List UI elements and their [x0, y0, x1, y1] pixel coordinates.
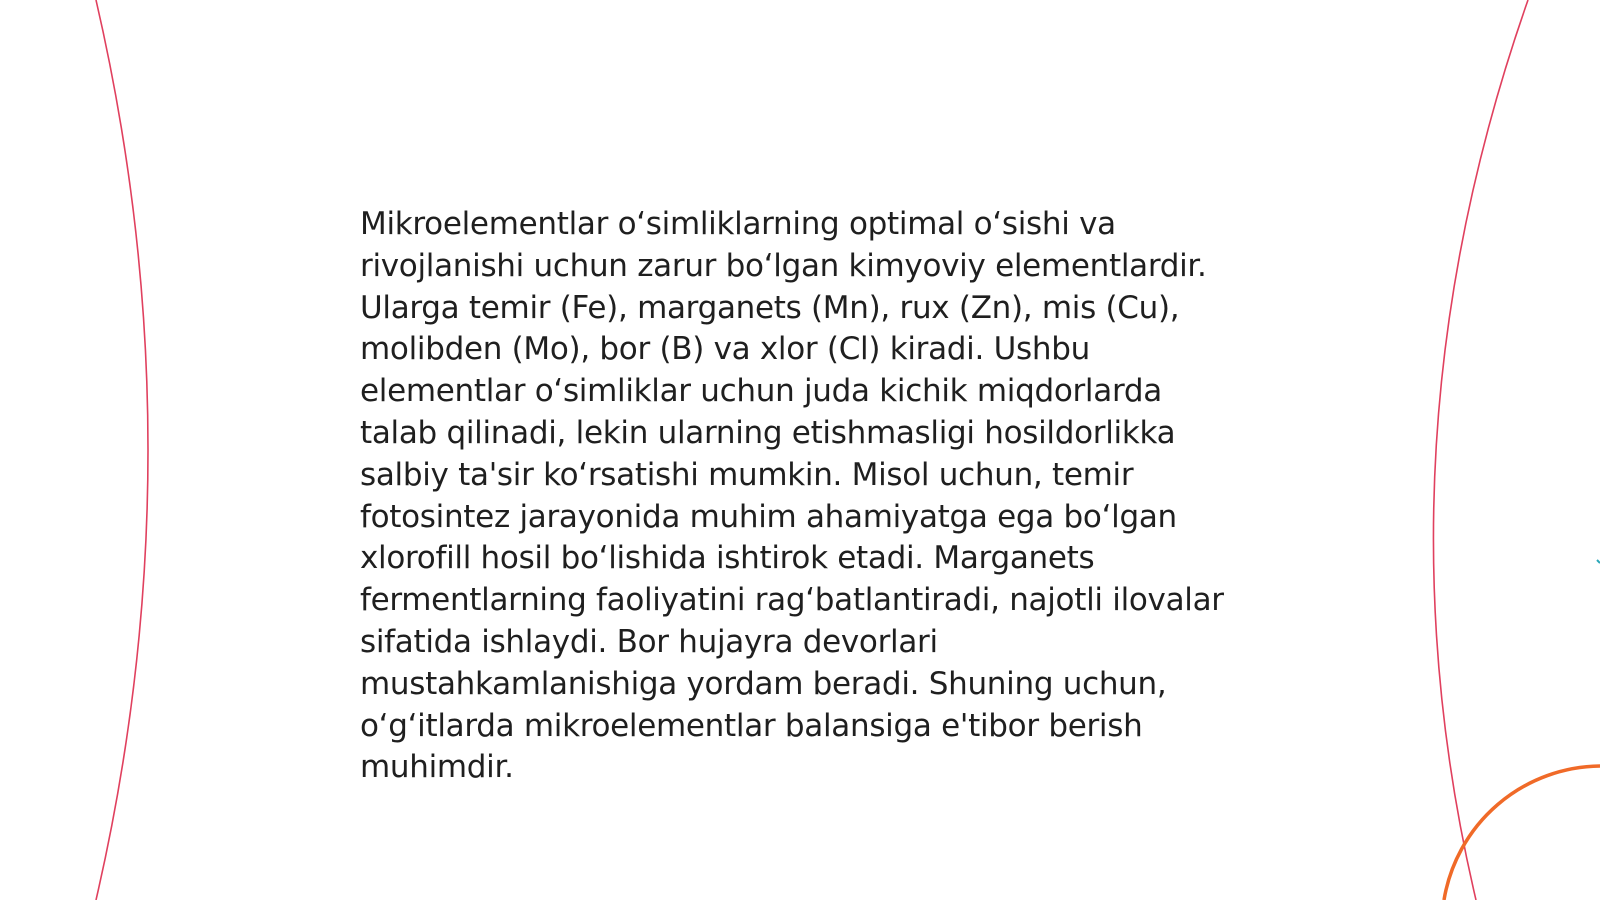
body-paragraph: Mikroelementlar o‘simliklarning optimal o‘sishi va rivojlanishi uchun zarur bo‘lgan kimyoviy elementlardir. Ularga temir (Fe), marganets (Mn), rux (Zn), mis (Cu), molibden (Mo), bor (B) va xlor (Cl) kiradi. Ushbu elementlar o‘simliklar uchun juda kichik miqdorlarda talab qilinadi, lekin ularning etishmasligi hosildorlikka salbiy ta'sir ko‘rsatishi mumkin. Misol uchun, temir fotosintez jarayonida muhim ahamiyatga ega bo‘lgan xlorofill hosil bo‘lishida ishtirok etadi. Marganets fermentlarning faoliyatini rag‘batlantiradi, najotli ilovalar sifatida ishlaydi. Bor hujayra devorlari mustahkamlanishiga yordam beradi. Shuning uchun, o‘g‘itlarda mikroelementlar balansiga e'tibor berish muhimdir. [360, 206, 1224, 786]
right-curve-line [1433, 0, 1528, 900]
left-curve-line [96, 0, 148, 900]
orange-arc [1444, 766, 1600, 900]
